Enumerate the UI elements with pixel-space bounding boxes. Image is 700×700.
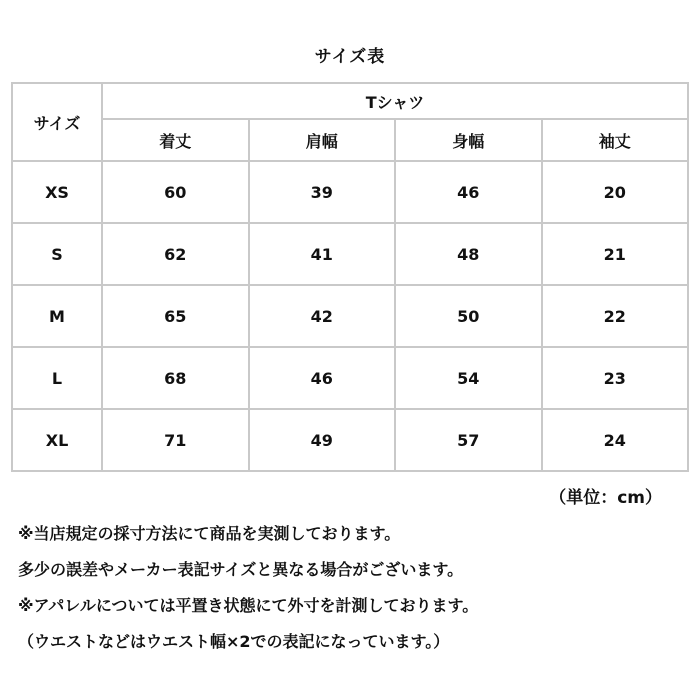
value-cell: 54 — [395, 347, 542, 409]
value-cell: 62 — [102, 223, 249, 285]
value-cell: 68 — [102, 347, 249, 409]
value-cell: 60 — [102, 161, 249, 223]
notes — [18, 522, 690, 666]
size-column-header: サイズ — [12, 83, 102, 161]
value-cell: 20 — [542, 161, 689, 223]
table-row — [12, 223, 688, 285]
value-cell: 39 — [249, 161, 396, 223]
value-cell: 21 — [542, 223, 689, 285]
table-header-row — [12, 83, 688, 119]
value-cell: 57 — [395, 409, 542, 471]
value-cell: 46 — [395, 161, 542, 223]
value-cell: 71 — [102, 409, 249, 471]
column-header-sleeve: 袖丈 — [542, 119, 689, 161]
value-cell: 24 — [542, 409, 689, 471]
size-cell: S — [12, 223, 102, 285]
size-cell: M — [12, 285, 102, 347]
size-cell: L — [12, 347, 102, 409]
note-line: ※アパレルについては平置き状態にて外寸を計測しております。 — [18, 596, 479, 615]
note-line: （ウエストなどはウエスト幅×2での表記になっています。） — [18, 632, 450, 651]
column-header-shoulder: 肩幅 — [249, 119, 396, 161]
value-cell: 46 — [249, 347, 396, 409]
size-cell: XS — [12, 161, 102, 223]
value-cell: 23 — [542, 347, 689, 409]
value-cell: 22 — [542, 285, 689, 347]
unit-label: （単位：cm） — [549, 488, 662, 508]
value-cell: 41 — [249, 223, 396, 285]
note-line: 多少の誤差やメーカー表記サイズと異なる場合がございます。 — [18, 560, 464, 579]
table-row — [12, 285, 688, 347]
size-table — [11, 82, 689, 472]
value-cell: 65 — [102, 285, 249, 347]
column-header-chest: 身幅 — [395, 119, 542, 161]
column-header-length: 着丈 — [102, 119, 249, 161]
value-cell: 50 — [395, 285, 542, 347]
value-cell: 48 — [395, 223, 542, 285]
size-cell: XL — [12, 409, 102, 471]
table-row — [12, 347, 688, 409]
table-subheader-row — [12, 119, 688, 161]
page-title: サイズ表 — [314, 47, 386, 67]
tshirt-group-header: Tシャツ — [102, 83, 688, 119]
table-row — [12, 409, 688, 471]
value-cell: 49 — [249, 409, 396, 471]
table-row — [12, 161, 688, 223]
note-line: ※当店規定の採寸方法にて商品を実測しております。 — [18, 524, 401, 543]
value-cell: 42 — [249, 285, 396, 347]
